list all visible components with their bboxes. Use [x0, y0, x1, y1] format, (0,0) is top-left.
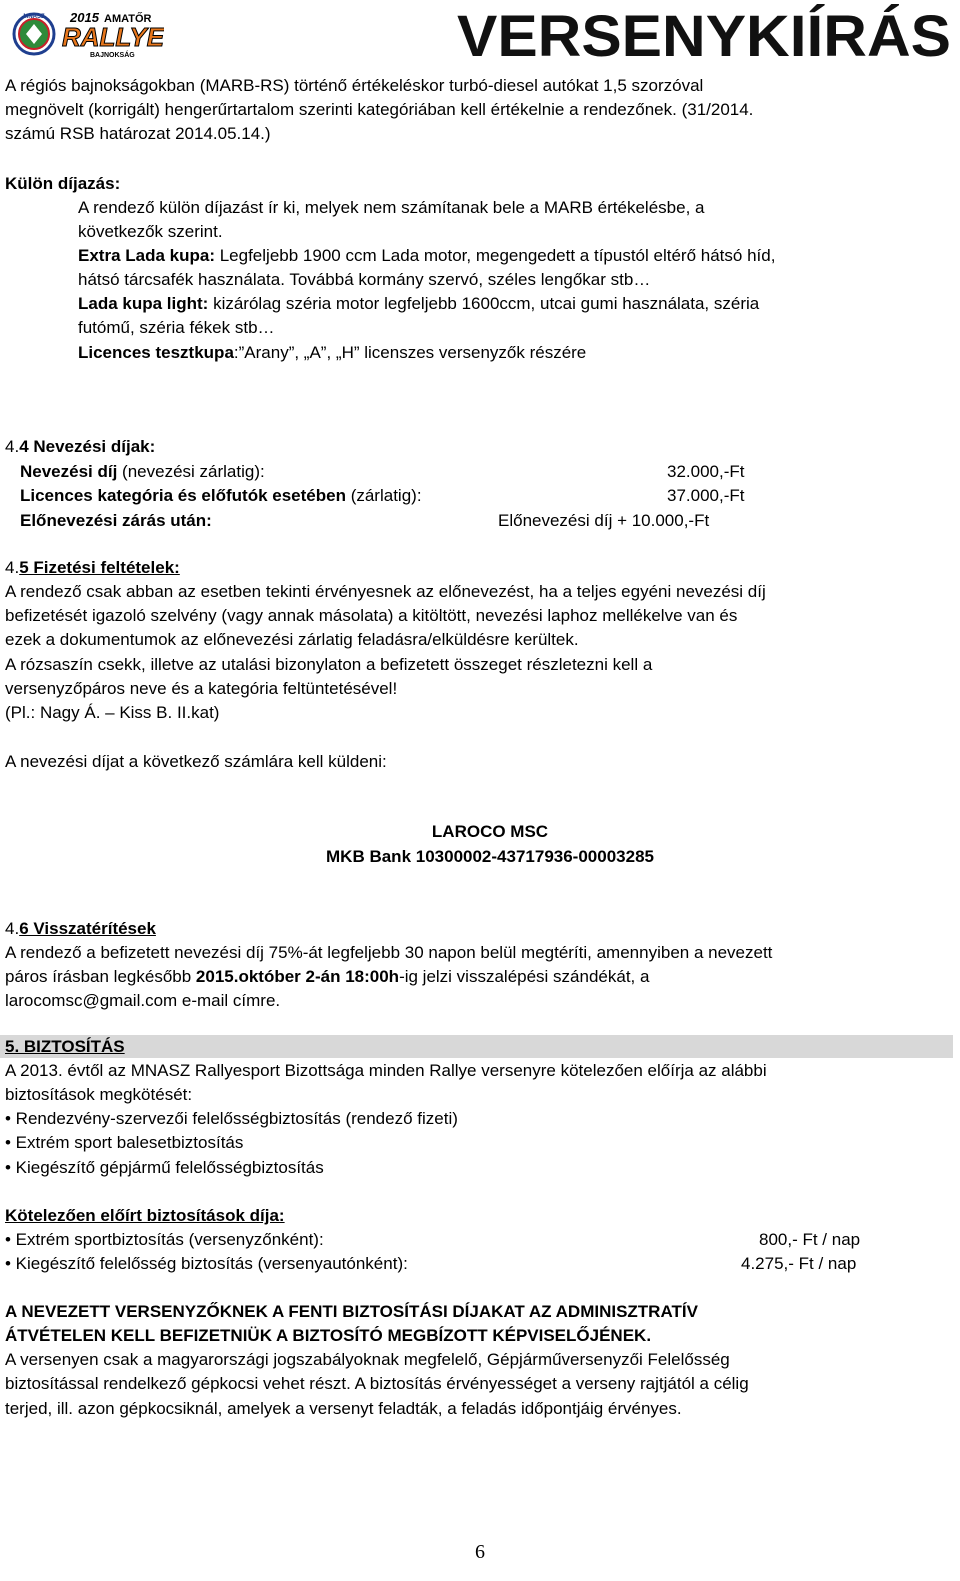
- intro-line-3: számú RSB határozat 2014.05.14.): [5, 124, 271, 143]
- visszateritesek-text-2a: páros írásban legkésőbb: [5, 967, 196, 986]
- fee-row-1-label: • Extrém sportbiztosítás (versenyzőnként):: [5, 1230, 324, 1249]
- extra-lada-text-2b: Továbbá kormány szervó, széles lengőkar stb…: [284, 270, 651, 289]
- fee-row-1-amount: 800,- Ft / nap: [759, 1230, 861, 1249]
- licences-tesztkupa-label: Licences tesztkupa: [78, 343, 234, 362]
- elonevezesi-zaras-amount: Előnevezési díj + 10.000,-Ft: [498, 511, 710, 530]
- fizetesi-line-6: (Pl.: Nagy Á. – Kiss B. II.kat): [5, 703, 220, 722]
- fizetesi-line-3: ezek a dokumentumok az előnevezési zárlatig feladásra/elküldésre kerültek.: [5, 630, 579, 649]
- visszateritesek-heading: [5, 917, 156, 941]
- intro-line-1: A régiós bajnokságokban (MARB-RS) történő értékeléskor turbó-diesel autókat 1,5 szorzóval: [5, 76, 704, 95]
- fizetesi-feltetelek-heading: [5, 556, 180, 580]
- biztositas-line-2: biztosítások megkötését:: [5, 1085, 193, 1104]
- licences-tesztkupa-text: :”Arany”, „A”, „H” licenszes versenyzők részére: [233, 343, 587, 362]
- visszalepesi-hatarido: 2015.október 2-án 18:00h: [195, 967, 400, 986]
- fizetesi-line-4: A rózsaszín csekk, illetve az utalási bizonylaton a befizetett összeget részletezni kell a: [5, 655, 653, 674]
- mnasz-logo-text: MNASZ: [23, 14, 45, 20]
- visszateritesek-line-1: A rendező a befizetett nevezési díj 75%-át legfeljebb 30 napon belül megtéríti, amennyiben a nevezett: [5, 943, 773, 962]
- fee-row-2-amount: 4.275,- Ft / nap: [741, 1254, 857, 1273]
- kulon-line-2: következők szerint.: [78, 222, 223, 241]
- licences-tesztkupa-line: [78, 341, 586, 365]
- logo-bajnoksag-text: BAJNOKSÁG: [90, 52, 135, 59]
- nevezesi-heading-num: 4.: [5, 437, 20, 456]
- biztositasi-dijak-heading-text: Kötelezően előírt biztosítások díja:: [5, 1206, 285, 1225]
- bank-account-number: MKB Bank 10300002-43717936-00003285: [326, 847, 654, 866]
- visszateritesek-line-3: larocomsc@gmail.com e-mail címre.: [5, 991, 281, 1010]
- visszateritesek-heading-num: 4.: [5, 919, 20, 938]
- rallye-championship-logo: [12, 8, 164, 60]
- biztositas-heading: [5, 1035, 125, 1059]
- licences-kategoria-amount: 37.000,-Ft: [667, 486, 745, 505]
- fizetesi-line-5: versenyzőpáros neve és a kategória feltüntetésével!: [5, 679, 398, 698]
- visszateritesek-line-2: [5, 965, 649, 989]
- extra-lada-text-2a: hátsó tárcsafék használata.: [78, 270, 285, 289]
- biztositas-list-item: • Extrém sport balesetbiztosítás: [5, 1133, 244, 1152]
- nevezesi-dij-condition: (nevezési zárlatig):: [117, 462, 265, 481]
- nevezesi-dij-label: Nevezési díj: [20, 462, 118, 481]
- intro-line-2: megnövelt (korrigált) hengerűrtartalom szerinti kategóriában kell értékelnie a rendezőnek. (31/2014.: [5, 100, 754, 119]
- lada-light-label: Lada kupa light:: [78, 294, 209, 313]
- document-title: [455, 4, 953, 64]
- page-number: 6: [475, 1541, 485, 1563]
- elonevezesi-zaras-label: Előnevezési zárás után:: [20, 511, 212, 530]
- visszateritesek-heading-text: 6 Visszatérítések: [19, 919, 156, 938]
- extra-lada-label: Extra Lada kupa:: [78, 246, 215, 265]
- biztositas-notice-line-1: A NEVEZETT VERSENYZŐKNEK A FENTI BIZTOSÍTÁSI DÍJAKAT AZ ADMINISZTRATÍV: [5, 1302, 698, 1321]
- extra-lada-line-1: [78, 244, 775, 268]
- biztositasi-dijak-heading: [5, 1204, 285, 1228]
- nevezesi-dij-row: [20, 460, 265, 484]
- bank-account-name: LAROCO MSC: [431, 822, 549, 841]
- extra-lada-line-2: [78, 268, 650, 292]
- page-header: [0, 0, 960, 62]
- nevezesi-heading-text: 4 Nevezési díjak:: [19, 437, 156, 456]
- lada-light-line-1: [78, 292, 759, 316]
- title-text: VERSENYKIÍRÁS: [457, 4, 951, 64]
- logo-amator-text: AMATŐR: [104, 13, 152, 25]
- biztositas-paragraph-line-1: A versenyen csak a magyarországi jogszabályoknak megfelelő, Gépjárműversenyzői Felelősség: [5, 1350, 730, 1369]
- biztositas-list-item: • Kiegészítő gépjármű felelősségbiztosítás: [5, 1158, 324, 1177]
- biztositas-heading-bar: [0, 1035, 953, 1058]
- kulon-dijazas-heading: [5, 172, 120, 196]
- kulon-heading-text: Külön díjazás:: [5, 174, 121, 193]
- fizetesi-heading-num: 4.: [5, 558, 20, 577]
- fizetesi-heading-text: 5 Fizetési feltételek:: [19, 558, 180, 577]
- biztositas-line-1: A 2013. évtől az MNASZ Rallyesport Bizottsága minden Rallye versenyre kötelezően előírja az alábbi: [5, 1061, 767, 1080]
- logo-rallye-text: RALLYE: [62, 22, 164, 52]
- kulon-line-1: A rendező külön díjazást ír ki, melyek nem számítanak bele a MARB értékelésbe, a: [78, 198, 705, 217]
- biztositas-paragraph-line-3: terjed, ill. azon gépkocsiknál, amelyek a versenyt feladták, a feladás időpontjáig érvényes.: [5, 1399, 682, 1418]
- nevezesi-dij-amount: 32.000,-Ft: [667, 462, 745, 481]
- biztositas-notice-line-2: ÁTVÉTELEN KELL BEFIZETNIÜK A BIZTOSÍTÓ MEGBÍZOTT KÉPVISELŐJÉNEK.: [5, 1326, 652, 1345]
- visszateritesek-text-2c: -ig jelzi visszalépési szándékát, a: [399, 967, 650, 986]
- logo-graphic: [12, 8, 164, 60]
- elonevezesi-zaras-row: [20, 509, 212, 533]
- licences-kategoria-label: Licences kategória és előfutók esetében: [20, 486, 346, 505]
- biztositas-paragraph-line-2: biztosítással rendelkező gépkocsi vehet részt. A biztosítás érvényességet a verseny rajtjától a célig: [5, 1374, 749, 1393]
- logo-year-text: 2015: [70, 10, 99, 25]
- lada-light-line-2: futómű, széria fékek stb…: [78, 318, 275, 337]
- extra-lada-text-1: Legfeljebb 1900 ccm Lada motor, megengedett a típustól eltérő hátsó híd,: [215, 246, 776, 265]
- biztositas-list-item: • Rendezvény-szervezői felelősségbiztosítás (rendező fizeti): [5, 1109, 458, 1128]
- fee-row-2-label: • Kiegészítő felelősség biztosítás (versenyautónként):: [5, 1254, 408, 1273]
- nevezesi-dijak-heading: [5, 435, 155, 459]
- fizetesi-line-7: A nevezési díjat a következő számlára kell küldeni:: [5, 752, 387, 771]
- licences-kategoria-row: [20, 484, 422, 508]
- fizetesi-line-2: befizetését igazoló szelvény (vagy annak másolata) a kitöltött, nevezési laphoz mellékelve van és: [5, 606, 738, 625]
- biztositas-heading-text: 5. BIZTOSÍTÁS: [5, 1037, 125, 1056]
- fizetesi-line-1: A rendező csak abban az esetben tekinti érvényesnek az előnevezést, ha a teljes egyéni nevezési díj: [5, 582, 766, 601]
- lada-light-text-1: kizárólag széria motor legfeljebb 1600ccm, utcai gumi használata, széria: [208, 294, 760, 313]
- licences-kategoria-condition: (zárlatig):: [345, 486, 422, 505]
